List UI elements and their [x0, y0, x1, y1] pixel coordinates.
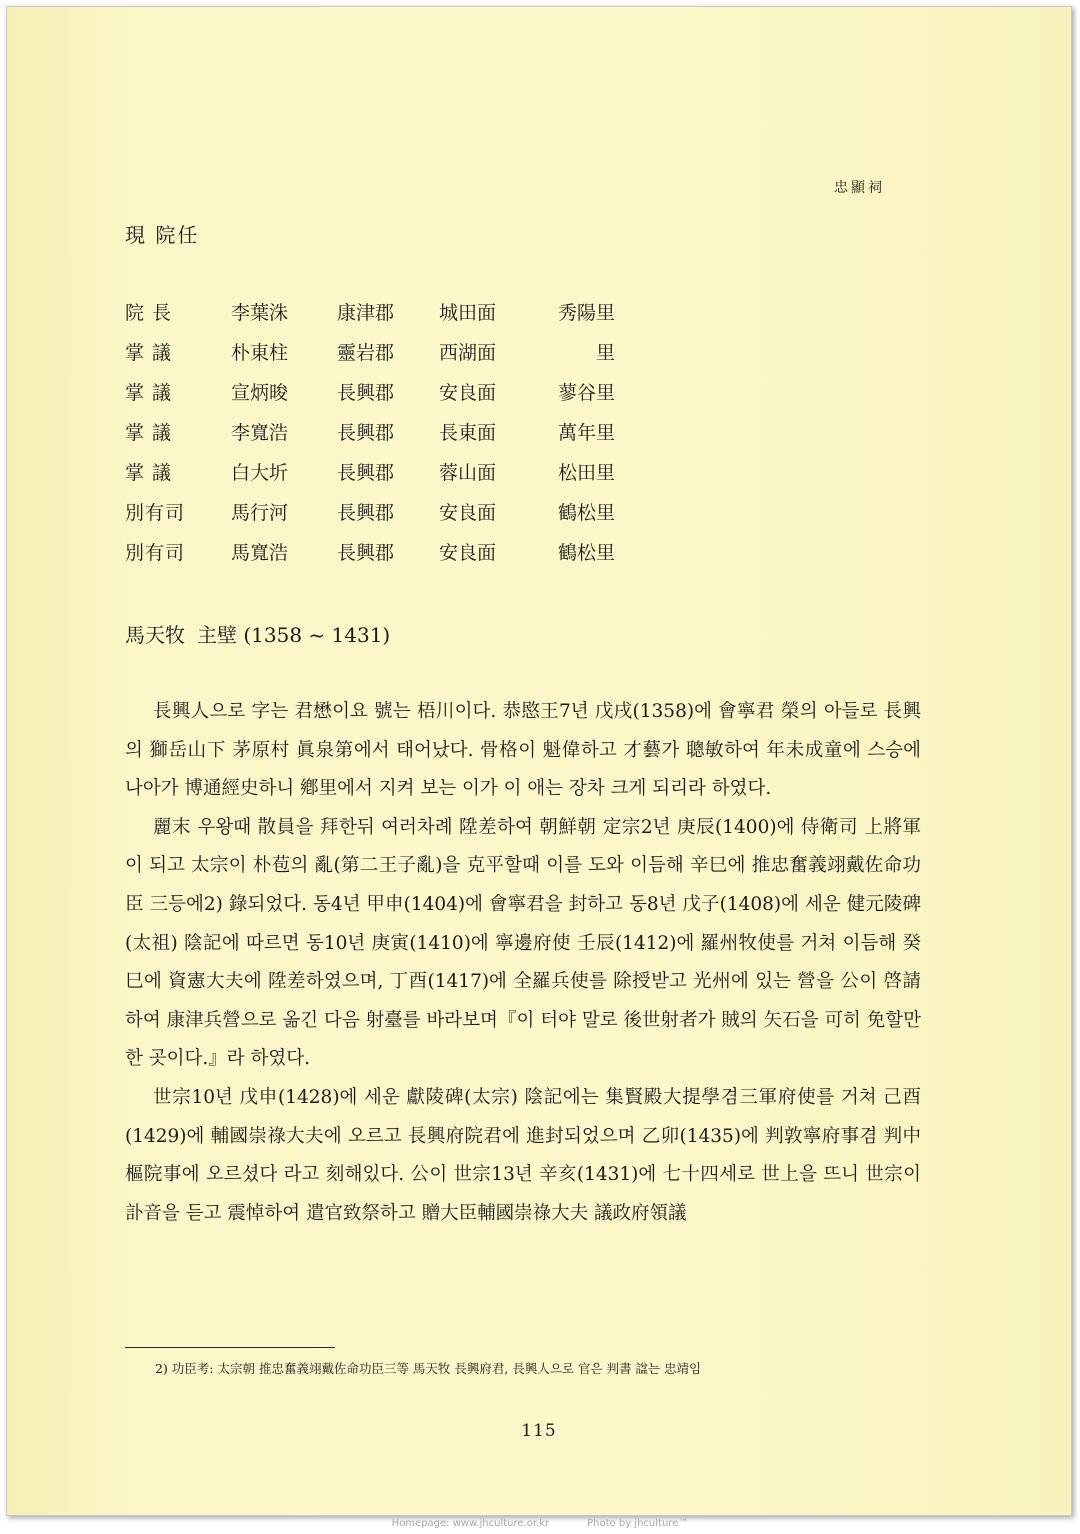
staff-town: 蓉山面: [439, 461, 497, 484]
page-number: 115: [521, 1421, 557, 1441]
staff-role: 掌 議: [125, 461, 173, 484]
bio-name: 馬天牧: [125, 623, 185, 647]
photo-credits: [0, 1516, 1080, 1534]
footnote: 2) 功臣考: 太宗朝 推忠奮義翊戴佐命功臣三等 馬天牧 長興府君, 長興人으로 官은 判書 諡는 忠靖임: [155, 1361, 702, 1376]
table-row: [125, 491, 615, 531]
staff-role: 掌 議: [125, 381, 173, 404]
staff-county: 長興郡: [337, 381, 395, 404]
staff-town: 西湖面: [439, 341, 497, 364]
running-header: 忠顯祠: [834, 180, 885, 196]
table-row: [125, 371, 615, 411]
staff-village: 鶴松里: [557, 541, 615, 564]
staff-village: 鶴松里: [557, 501, 615, 524]
staff-role: 別有司: [125, 541, 186, 564]
table-row: [125, 331, 615, 371]
staff-village: 里: [595, 341, 615, 364]
biography-text: [125, 693, 921, 1233]
bio-title: 主壁 (1358 ~ 1431): [197, 623, 391, 647]
staff-name: 白大圻: [231, 461, 289, 484]
staff-village: 秀陽里: [557, 301, 615, 324]
paragraph: 世宗10년 戊申(1428)에 세운 獻陵碑(太宗) 陰記에는 集賢殿大提學겸三軍府使를 거쳐 己酉(1429)에 輔國崇祿大夫에 오르고 長興府院君에 進封되었으며 乙卯(1435)에 判敦寧府事겸 判中樞院事에 오르셨다 라고 刻해있다. 公이 世宗13년 辛亥(1431)에 七十四세로 世上을 뜨니 世宗이 訃音을 듣고 震悼하여 遣官致祭하고 贈大臣輔國崇祿大夫 議政府領議: [125, 1086, 921, 1224]
table-row: [125, 531, 615, 571]
staff-county: 長興郡: [337, 421, 395, 444]
staff-county: 康津郡: [337, 301, 395, 324]
staff-role: 掌 議: [125, 421, 173, 444]
photo-credit: Photo by jhculture™: [587, 1518, 689, 1529]
bio-heading: [125, 619, 390, 648]
staff-village: 蓼谷里: [557, 381, 615, 404]
scanned-page-photo: [6, 6, 1072, 1516]
staff-town: 長東面: [439, 421, 497, 444]
staff-name: 馬寬浩: [231, 541, 289, 564]
staff-role: 院 長: [125, 301, 173, 324]
staff-county: 長興郡: [337, 541, 395, 564]
table-row: [125, 411, 615, 451]
staff-table: [125, 291, 615, 571]
homepage-credit: Homepage: www.jhculture.or.kr: [391, 1518, 550, 1529]
staff-role: 別有司: [125, 501, 186, 524]
staff-role: 掌 議: [125, 341, 173, 364]
staff-name: 朴東柱: [231, 341, 289, 364]
staff-village: 松田里: [557, 461, 615, 484]
staff-town: 安良面: [439, 501, 497, 524]
staff-name: 李葉洙: [231, 301, 289, 324]
staff-town: 城田面: [439, 301, 497, 324]
staff-name: 李寬浩: [231, 421, 289, 444]
table-row: [125, 291, 615, 331]
staff-village: 萬年里: [557, 421, 615, 444]
paragraph: 長興人으로 字는 君懋이요 號는 梧川이다. 恭愍王7년 戊戌(1358)에 會寧君 榮의 아들로 長興의 獅岳山下 茅原村 眞泉第에서 태어났다. 骨格이 魁偉하고 才藝가 聰敏하여 年未成童에 스승에 나아가 博通經史하니 鄕里에서 지켜 보는 이가 이 애는 장차 크게 되리라 하였다.: [125, 701, 921, 800]
footnote-divider: [125, 1347, 335, 1348]
staff-name: 宣炳晙: [231, 381, 289, 404]
table-row: [125, 451, 615, 491]
staff-county: 長興郡: [337, 501, 395, 524]
book-page: [7, 7, 1071, 1515]
section-title: 現 院任: [125, 223, 200, 247]
staff-county: 長興郡: [337, 461, 395, 484]
paragraph: 麗末 우왕때 散員을 拜한뒤 여러차례 陞差하여 朝鮮朝 定宗2년 庚辰(1400)에 侍衛司 上將軍이 되고 太宗이 朴苞의 亂(第二王子亂)을 克平할때 이를 도와 이듬해 辛巳에 推忠奮義翊戴佐命功臣 三등에2) 錄되었다. 동4년 甲申(1404)에 會寧君을 封하고 동8년 戊子(1408)에 세운 健元陵碑(太祖) 陰記에 따르면 동10년 庚寅(1410)에 寧邊府使 壬辰(1412)에 羅州牧使를 거쳐 이듬해 癸巳에 資憲大夫에 陞差하였으며, 丁酉(1417)에 全羅兵使를 除授받고 光州에 있는 營을 公이 啓請하여 康津兵營으로 옮긴 다음 射臺를 바라보며『이 터야 말로 後世射者가 賊의 矢石을 可히 免할만한 곳이다.』라 하였다.: [125, 816, 921, 1070]
staff-town: 安良面: [439, 541, 497, 564]
staff-town: 安良面: [439, 381, 497, 404]
staff-name: 馬行河: [231, 501, 289, 524]
staff-county: 靈岩郡: [337, 341, 395, 364]
